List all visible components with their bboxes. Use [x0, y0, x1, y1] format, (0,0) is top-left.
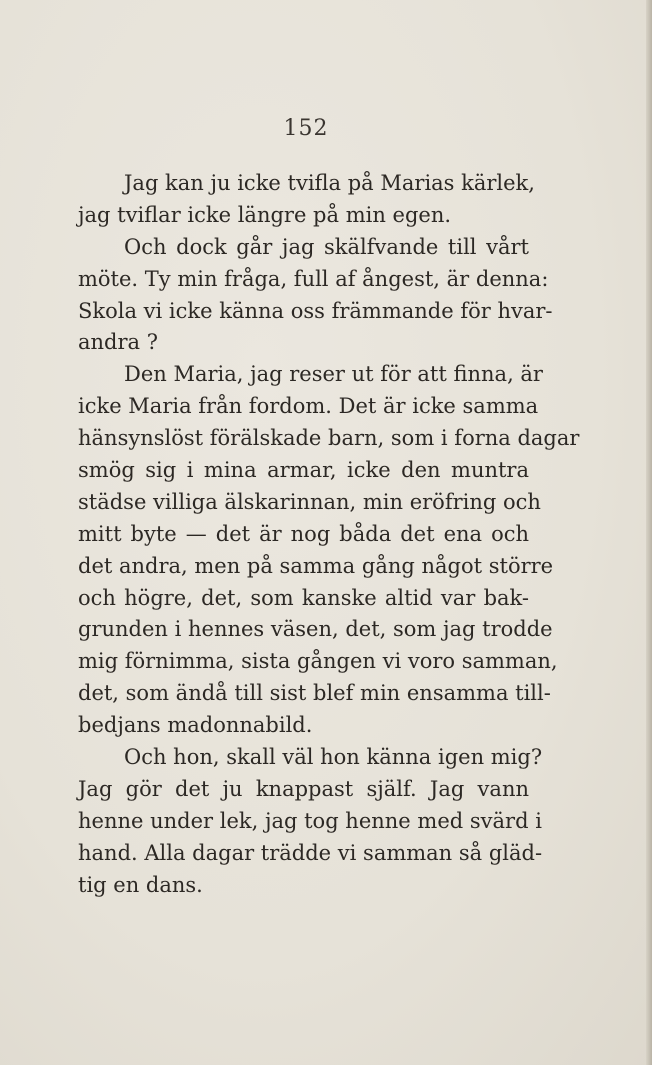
text-line: icke Maria från fordom. Det är icke samma [78, 394, 539, 419]
text-line: det andra, men på samma gång något större [78, 553, 554, 578]
text-line: hänsynslöst förälskade barn, som i forna dagar [78, 426, 580, 451]
body-text [78, 168, 580, 901]
page-number: 152 [283, 116, 329, 141]
text-line: och högre, det, som kanske altid var bak- [78, 585, 529, 610]
text-line: Den Maria, jag reser ut för att finna, är [124, 362, 543, 387]
text-line: mitt byte — det är nog båda det ena och [78, 521, 529, 546]
text-line: mig förnimma, sista gången vi voro samman, [78, 649, 558, 674]
text-line: möte. Ty min fråga, full af ångest, är denna: [78, 266, 549, 291]
text-line: Jag gör det ju knappast själf. Jag vann [78, 776, 529, 801]
text-line: andra ? [78, 330, 158, 355]
text-line: smög sig i mina armar, icke den muntra [78, 458, 529, 483]
text-line: henne under lek, jag tog henne med svärd i [78, 808, 542, 833]
text-line: Och dock går jag skälfvande till vårt [124, 234, 529, 259]
text-line: hand. Alla dagar trädde vi samman så gläd- [78, 840, 543, 865]
text-line: det, som ändå till sist blef min ensamma till- [78, 681, 551, 706]
text-line: Skola vi icke känna oss främmande för hvar- [78, 298, 553, 323]
text-line: tig en dans. [78, 872, 203, 897]
page-edge [646, 0, 652, 1065]
text-line: städse villiga älskarinnan, min eröfring och [78, 489, 541, 514]
text-line: bedjans madonnabild. [78, 713, 313, 738]
text-line: Jag kan ju icke tvifla på Marias kärlek, [124, 171, 535, 195]
text-line: Och hon, skall väl hon känna igen mig? [124, 745, 543, 770]
text-line: jag tviflar icke längre på min egen. [78, 202, 452, 227]
text-line: grunden i hennes väsen, det, som jag trodde [78, 617, 553, 642]
